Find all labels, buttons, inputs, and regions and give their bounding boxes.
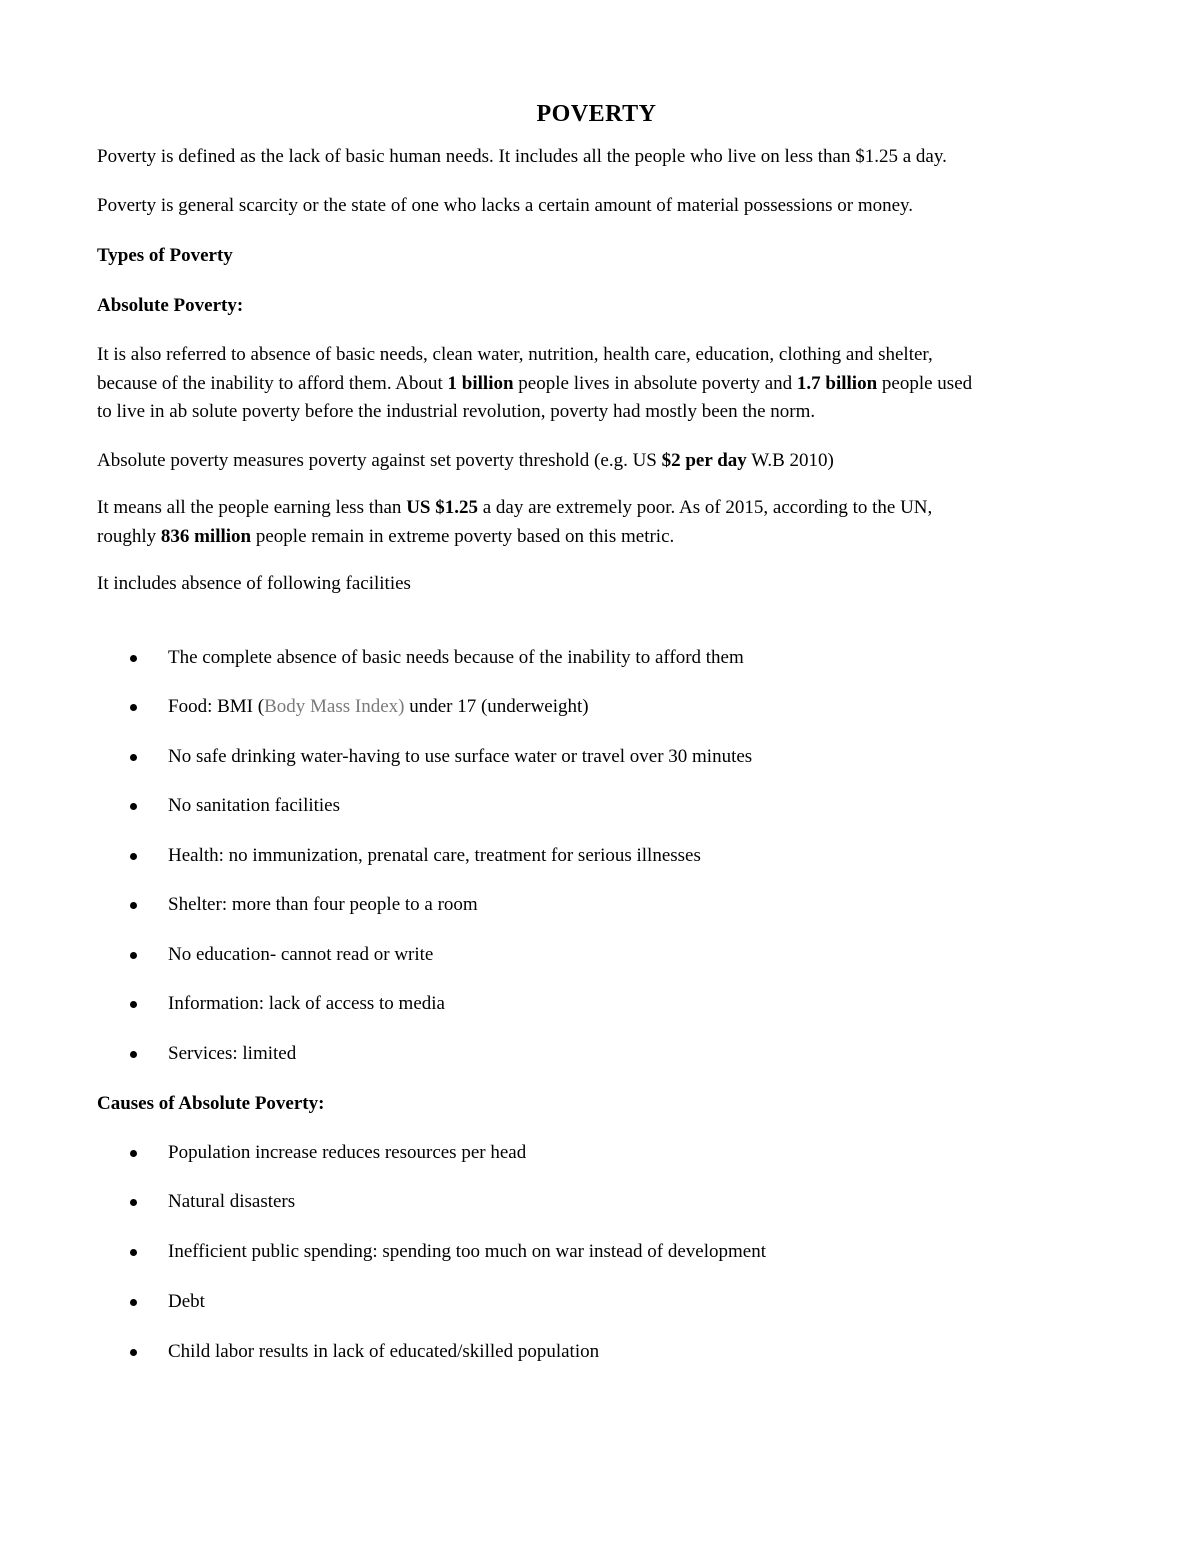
extreme-paragraph-line-1 bbox=[97, 494, 1107, 523]
bullet-icon bbox=[130, 1299, 137, 1306]
bullet-icon bbox=[130, 803, 137, 810]
text-run: under 17 (underweight) bbox=[404, 696, 589, 717]
bold-figure: 836 million bbox=[160, 525, 252, 547]
list-item bbox=[130, 1288, 1030, 1318]
list-item bbox=[130, 792, 1030, 822]
text-run: It means all the people earning less than bbox=[97, 497, 407, 518]
list-item-text: No sanitation facilities bbox=[168, 795, 341, 816]
bullet-icon bbox=[130, 655, 137, 662]
list-item-text: Natural disasters bbox=[168, 1191, 296, 1212]
list-item bbox=[130, 1139, 1030, 1169]
list-item bbox=[130, 644, 1030, 674]
list-item-text: Information: lack of access to media bbox=[168, 993, 445, 1014]
intro-paragraph-1: Poverty is defined as the lack of basic human needs. It includes all the people who live on less than $1.25 a day. bbox=[97, 146, 947, 167]
text-run: Absolute poverty measures poverty against set poverty threshold (e.g. US bbox=[97, 450, 662, 471]
bullet-icon bbox=[130, 1249, 137, 1256]
list-item-text: Population increase reduces resources per head bbox=[168, 1142, 527, 1163]
list-item bbox=[130, 842, 1030, 872]
list-item-text: Child labor results in lack of educated/skilled population bbox=[168, 1341, 600, 1362]
absolute-poverty-heading: Absolute Poverty: bbox=[97, 295, 244, 316]
extreme-poverty-paragraph bbox=[97, 494, 1107, 551]
list-item-text: No education- cannot read or write bbox=[168, 944, 434, 965]
text-run: roughly bbox=[97, 525, 161, 547]
bold-figure: US $1.25 bbox=[406, 497, 478, 518]
text-run: a day are extremely poor. As of 2015, according to the UN, bbox=[477, 497, 933, 518]
bullet-icon bbox=[130, 1051, 137, 1058]
absolute-paragraph-line-2 bbox=[97, 370, 1107, 399]
list-item-text: Shelter: more than four people to a room bbox=[168, 894, 478, 915]
bullet-icon bbox=[130, 952, 137, 959]
bold-figure: $2 per day bbox=[661, 450, 747, 471]
measure-paragraph bbox=[97, 447, 1107, 476]
text-run: because of the inability to afford them. About bbox=[97, 372, 448, 394]
bullet-icon bbox=[130, 853, 137, 860]
bullet-icon bbox=[130, 1349, 137, 1356]
list-item bbox=[130, 1238, 1030, 1268]
text-run: people remain in extreme poverty based on this metric. bbox=[251, 525, 675, 547]
list-item-text: Inefficient public spending: spending too much on war instead of development bbox=[168, 1241, 767, 1262]
absolute-paragraph-line-3: to live in ab solute poverty before the industrial revolution, poverty had mostly been the norm. bbox=[97, 401, 816, 422]
list-item bbox=[130, 1338, 1030, 1368]
bullet-icon bbox=[130, 1199, 137, 1206]
bold-figure: 1.7 billion bbox=[796, 372, 878, 394]
page-title: POVERTY bbox=[536, 101, 657, 127]
bold-figure: 1 billion bbox=[447, 372, 514, 394]
text-run: people used bbox=[877, 372, 973, 394]
facilities-intro: It includes absence of following facilities bbox=[97, 573, 411, 594]
list-item-text: Services: limited bbox=[168, 1043, 297, 1064]
list-item-text bbox=[168, 693, 589, 722]
list-item-text: Debt bbox=[168, 1291, 205, 1312]
text-run: W.B 2010) bbox=[746, 450, 834, 471]
text-run: people lives in absolute poverty and bbox=[513, 372, 797, 394]
list-item bbox=[130, 891, 1030, 921]
types-heading: Types of Poverty bbox=[97, 245, 233, 266]
bullet-icon bbox=[130, 1001, 137, 1008]
absolute-paragraph-line-1: It is also referred to absence of basic needs, clean water, nutrition, health care, education, clothing and shelter, bbox=[97, 344, 933, 365]
list-item-text: No safe drinking water-having to use surface water or travel over 30 minutes bbox=[168, 746, 753, 767]
absolute-poverty-paragraph bbox=[97, 341, 1107, 427]
list-item bbox=[130, 1188, 1030, 1218]
list-item bbox=[130, 941, 1030, 971]
bullet-icon bbox=[130, 1150, 137, 1157]
causes-heading: Causes of Absolute Poverty: bbox=[97, 1093, 325, 1114]
text-run: Food: BMI ( bbox=[168, 696, 265, 717]
extreme-paragraph-line-2 bbox=[97, 523, 1107, 552]
bullet-icon bbox=[130, 704, 137, 711]
list-item bbox=[130, 693, 1030, 723]
list-item-text: Health: no immunization, prenatal care, treatment for serious illnesses bbox=[168, 845, 701, 866]
list-item bbox=[130, 1040, 1030, 1070]
list-item-text: The complete absence of basic needs because of the inability to afford them bbox=[168, 647, 744, 668]
bmi-term: Body Mass Index) bbox=[264, 696, 405, 717]
bullet-icon bbox=[130, 902, 137, 909]
list-item bbox=[130, 990, 1030, 1020]
intro-paragraph-2: Poverty is general scarcity or the state of one who lacks a certain amount of material possessions or money. bbox=[97, 195, 914, 216]
list-item bbox=[130, 743, 1030, 773]
bullet-icon bbox=[130, 754, 137, 761]
